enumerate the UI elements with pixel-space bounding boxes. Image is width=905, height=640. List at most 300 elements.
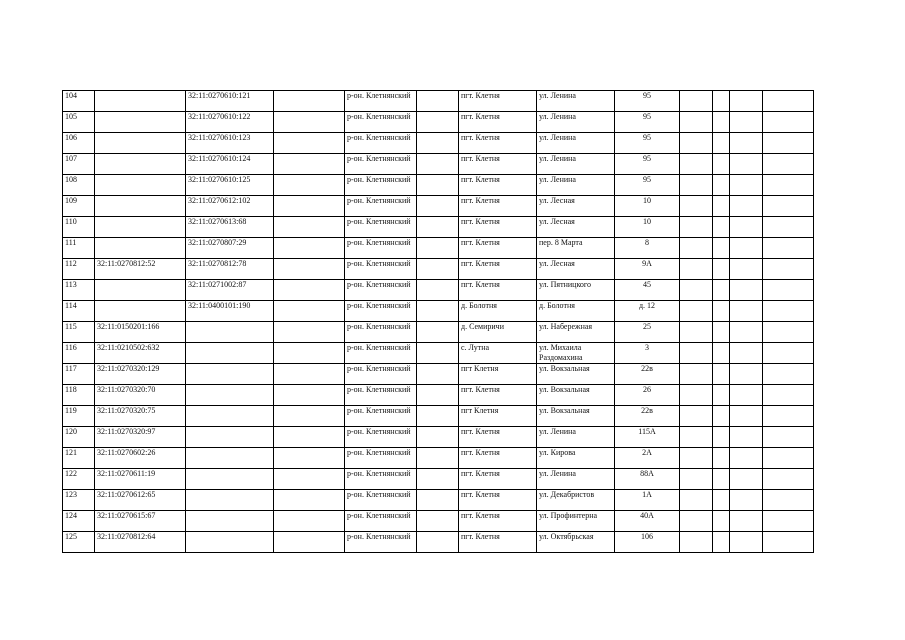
- empty-cell: [713, 448, 730, 469]
- empty-cell: [763, 322, 814, 343]
- empty-cell: [274, 448, 345, 469]
- row-number-cell: 125: [63, 532, 95, 553]
- empty-cell: [417, 175, 459, 196]
- district-cell: р-он. Клетнянский: [345, 196, 417, 217]
- row-number-cell: 113: [63, 280, 95, 301]
- district-cell: р-он. Клетнянский: [345, 532, 417, 553]
- house-number-cell: 8: [615, 238, 680, 259]
- row-number-cell: 104: [63, 91, 95, 112]
- settlement-cell: пгт. Клетня: [459, 280, 537, 301]
- street-cell: ул. Вокзальная: [537, 385, 615, 406]
- cadastral-number-cell: [95, 196, 186, 217]
- empty-cell: [274, 427, 345, 448]
- empty-cell: [680, 175, 713, 196]
- street-cell: ул. Профинтерна: [537, 511, 615, 532]
- empty-cell: [713, 511, 730, 532]
- empty-cell: [763, 133, 814, 154]
- settlement-cell: пгт. Клетня: [459, 259, 537, 280]
- empty-cell: [730, 238, 763, 259]
- empty-cell: [274, 112, 345, 133]
- cadastral-number-cell: 32:11:0270320:75: [95, 406, 186, 427]
- street-cell: ул. Лесная: [537, 196, 615, 217]
- empty-cell: [763, 301, 814, 322]
- cadastral-number-cell: 32:11:0270612:102: [186, 196, 274, 217]
- cadastral-number-cell: [186, 385, 274, 406]
- empty-cell: [730, 343, 763, 364]
- empty-cell: [417, 511, 459, 532]
- empty-cell: [713, 469, 730, 490]
- empty-cell: [713, 532, 730, 553]
- empty-cell: [680, 238, 713, 259]
- cadastral-number-cell: [95, 301, 186, 322]
- row-number-cell: 114: [63, 301, 95, 322]
- district-cell: р-он. Клетнянский: [345, 385, 417, 406]
- settlement-cell: пгт. Клетня: [459, 217, 537, 238]
- empty-cell: [274, 301, 345, 322]
- empty-cell: [274, 280, 345, 301]
- cadastral-number-cell: 32:11:0270812:78: [186, 259, 274, 280]
- empty-cell: [274, 469, 345, 490]
- empty-cell: [713, 385, 730, 406]
- empty-cell: [274, 322, 345, 343]
- settlement-cell: с. Лутна: [459, 343, 537, 364]
- empty-cell: [730, 532, 763, 553]
- table-row: [63, 301, 814, 322]
- cadastral-number-cell: [186, 322, 274, 343]
- empty-cell: [730, 259, 763, 280]
- cadastral-number-cell: 32:11:0270612:65: [95, 490, 186, 511]
- empty-cell: [730, 322, 763, 343]
- cadastral-number-cell: [95, 154, 186, 175]
- street-cell: ул. Ленина: [537, 112, 615, 133]
- empty-cell: [417, 217, 459, 238]
- district-cell: р-он. Клетнянский: [345, 91, 417, 112]
- empty-cell: [680, 448, 713, 469]
- empty-cell: [417, 112, 459, 133]
- empty-cell: [713, 301, 730, 322]
- settlement-cell: пгт. Клетня: [459, 469, 537, 490]
- table-row: [63, 259, 814, 280]
- district-cell: р-он. Клетнянский: [345, 448, 417, 469]
- empty-cell: [730, 406, 763, 427]
- cadastral-number-cell: [186, 511, 274, 532]
- empty-cell: [713, 427, 730, 448]
- district-cell: р-он. Клетнянский: [345, 322, 417, 343]
- empty-cell: [417, 532, 459, 553]
- table-row: [63, 322, 814, 343]
- cadastral-number-cell: 32:11:0270610:122: [186, 112, 274, 133]
- cadastral-number-cell: 32:11:0270611:19: [95, 469, 186, 490]
- empty-cell: [680, 280, 713, 301]
- empty-cell: [730, 511, 763, 532]
- empty-cell: [274, 532, 345, 553]
- empty-cell: [763, 343, 814, 364]
- street-cell: ул. Ленина: [537, 133, 615, 154]
- empty-cell: [713, 364, 730, 385]
- house-number-cell: 106: [615, 532, 680, 553]
- empty-cell: [417, 385, 459, 406]
- house-number-cell: 95: [615, 91, 680, 112]
- street-cell: пер. 8 Марта: [537, 238, 615, 259]
- settlement-cell: д. Семиричи: [459, 322, 537, 343]
- house-number-cell: 26: [615, 385, 680, 406]
- district-cell: р-он. Клетнянский: [345, 238, 417, 259]
- empty-cell: [417, 427, 459, 448]
- empty-cell: [763, 364, 814, 385]
- empty-cell: [417, 322, 459, 343]
- table-row: [63, 448, 814, 469]
- empty-cell: [680, 301, 713, 322]
- empty-cell: [763, 427, 814, 448]
- empty-cell: [417, 343, 459, 364]
- empty-cell: [417, 490, 459, 511]
- empty-cell: [763, 175, 814, 196]
- empty-cell: [730, 112, 763, 133]
- street-cell: ул. Ленина: [537, 175, 615, 196]
- cadastral-number-cell: [95, 280, 186, 301]
- empty-cell: [763, 280, 814, 301]
- row-number-cell: 107: [63, 154, 95, 175]
- empty-cell: [680, 217, 713, 238]
- empty-cell: [713, 406, 730, 427]
- district-cell: р-он. Клетнянский: [345, 301, 417, 322]
- empty-cell: [730, 301, 763, 322]
- row-number-cell: 115: [63, 322, 95, 343]
- row-number-cell: 121: [63, 448, 95, 469]
- house-number-cell: 88А: [615, 469, 680, 490]
- cadastral-number-cell: [186, 427, 274, 448]
- empty-cell: [763, 532, 814, 553]
- house-number-cell: 95: [615, 175, 680, 196]
- empty-cell: [763, 259, 814, 280]
- empty-cell: [763, 196, 814, 217]
- empty-cell: [417, 154, 459, 175]
- row-number-cell: 106: [63, 133, 95, 154]
- empty-cell: [730, 154, 763, 175]
- empty-cell: [730, 469, 763, 490]
- settlement-cell: пгт. Клетня: [459, 238, 537, 259]
- empty-cell: [417, 448, 459, 469]
- table-row: [63, 427, 814, 448]
- settlement-cell: пгт Клетня: [459, 406, 537, 427]
- house-number-cell: 95: [615, 154, 680, 175]
- street-cell: д. Болотня: [537, 301, 615, 322]
- street-cell: ул. Пятницкого: [537, 280, 615, 301]
- empty-cell: [274, 259, 345, 280]
- cadastral-number-cell: [95, 91, 186, 112]
- cadastral-number-cell: [95, 217, 186, 238]
- house-number-cell: д. 12: [615, 301, 680, 322]
- district-cell: р-он. Клетнянский: [345, 490, 417, 511]
- table-row: [63, 532, 814, 553]
- settlement-cell: пгт Клетня: [459, 364, 537, 385]
- empty-cell: [713, 259, 730, 280]
- row-number-cell: 105: [63, 112, 95, 133]
- table-row: [63, 154, 814, 175]
- cadastral-number-cell: [186, 343, 274, 364]
- cadastral-number-cell: 32:11:0270320:97: [95, 427, 186, 448]
- cadastral-number-cell: 32:11:0271002:87: [186, 280, 274, 301]
- empty-cell: [680, 112, 713, 133]
- empty-cell: [417, 406, 459, 427]
- house-number-cell: 95: [615, 133, 680, 154]
- street-cell: ул. Ленина: [537, 91, 615, 112]
- cadastral-number-cell: [95, 238, 186, 259]
- table-row: [63, 196, 814, 217]
- house-number-cell: 95: [615, 112, 680, 133]
- empty-cell: [274, 217, 345, 238]
- settlement-cell: пгт. Клетня: [459, 91, 537, 112]
- empty-cell: [730, 175, 763, 196]
- house-number-cell: 10: [615, 217, 680, 238]
- row-number-cell: 124: [63, 511, 95, 532]
- settlement-cell: пгт. Клетня: [459, 175, 537, 196]
- settlement-cell: д. Болотня: [459, 301, 537, 322]
- house-number-cell: 115А: [615, 427, 680, 448]
- cadastral-number-cell: 32:11:0270320:70: [95, 385, 186, 406]
- house-number-cell: 10: [615, 196, 680, 217]
- house-number-cell: 1А: [615, 490, 680, 511]
- table-row: [63, 511, 814, 532]
- empty-cell: [417, 280, 459, 301]
- street-cell: ул. Вокзальная: [537, 406, 615, 427]
- empty-cell: [713, 238, 730, 259]
- table-row: [63, 469, 814, 490]
- house-number-cell: 22в: [615, 406, 680, 427]
- empty-cell: [763, 469, 814, 490]
- street-cell: ул. Михаила Раздомахина: [537, 343, 615, 364]
- street-cell: ул. Вокзальная: [537, 364, 615, 385]
- empty-cell: [680, 490, 713, 511]
- empty-cell: [680, 406, 713, 427]
- row-number-cell: 110: [63, 217, 95, 238]
- row-number-cell: 117: [63, 364, 95, 385]
- empty-cell: [680, 133, 713, 154]
- street-cell: ул. Кирова: [537, 448, 615, 469]
- cadastral-number-cell: 32:11:0210502:632: [95, 343, 186, 364]
- empty-cell: [713, 217, 730, 238]
- settlement-cell: пгт. Клетня: [459, 196, 537, 217]
- empty-cell: [763, 91, 814, 112]
- cadastral-number-cell: 32:11:0270610:121: [186, 91, 274, 112]
- empty-cell: [680, 196, 713, 217]
- empty-cell: [730, 217, 763, 238]
- house-number-cell: 40А: [615, 511, 680, 532]
- row-number-cell: 109: [63, 196, 95, 217]
- empty-cell: [763, 511, 814, 532]
- table-row: [63, 91, 814, 112]
- table-row: [63, 175, 814, 196]
- settlement-cell: пгт. Клетня: [459, 532, 537, 553]
- empty-cell: [763, 238, 814, 259]
- empty-cell: [763, 448, 814, 469]
- settlement-cell: пгт. Клетня: [459, 427, 537, 448]
- row-number-cell: 112: [63, 259, 95, 280]
- settlement-cell: пгт. Клетня: [459, 154, 537, 175]
- empty-cell: [680, 532, 713, 553]
- district-cell: р-он. Клетнянский: [345, 175, 417, 196]
- row-number-cell: 108: [63, 175, 95, 196]
- cadastral-number-cell: [95, 112, 186, 133]
- empty-cell: [713, 280, 730, 301]
- empty-cell: [713, 175, 730, 196]
- empty-cell: [680, 343, 713, 364]
- cadastral-number-cell: 32:11:0270615:67: [95, 511, 186, 532]
- street-cell: ул. Лесная: [537, 259, 615, 280]
- district-cell: р-он. Клетнянский: [345, 259, 417, 280]
- district-cell: р-он. Клетнянский: [345, 364, 417, 385]
- empty-cell: [730, 196, 763, 217]
- empty-cell: [713, 490, 730, 511]
- empty-cell: [763, 217, 814, 238]
- cadastral-number-cell: [186, 364, 274, 385]
- settlement-cell: пгт. Клетня: [459, 385, 537, 406]
- empty-cell: [680, 364, 713, 385]
- empty-cell: [713, 133, 730, 154]
- empty-cell: [417, 469, 459, 490]
- empty-cell: [763, 490, 814, 511]
- cadastral-number-cell: [95, 175, 186, 196]
- empty-cell: [730, 280, 763, 301]
- empty-cell: [417, 238, 459, 259]
- street-cell: ул. Набережная: [537, 322, 615, 343]
- district-cell: р-он. Клетнянский: [345, 280, 417, 301]
- empty-cell: [274, 238, 345, 259]
- empty-cell: [274, 91, 345, 112]
- empty-cell: [713, 343, 730, 364]
- empty-cell: [274, 511, 345, 532]
- cadastral-number-cell: 32:11:0150201:166: [95, 322, 186, 343]
- cadastral-number-cell: [186, 532, 274, 553]
- table-row: [63, 217, 814, 238]
- settlement-cell: пгт. Клетня: [459, 448, 537, 469]
- empty-cell: [763, 112, 814, 133]
- cadastral-number-cell: 32:11:0270610:125: [186, 175, 274, 196]
- empty-cell: [713, 196, 730, 217]
- empty-cell: [680, 259, 713, 280]
- cadastral-number-cell: 32:11:0270602:26: [95, 448, 186, 469]
- street-cell: ул. Ленина: [537, 427, 615, 448]
- empty-cell: [730, 385, 763, 406]
- empty-cell: [713, 112, 730, 133]
- district-cell: р-он. Клетнянский: [345, 469, 417, 490]
- cadastral-number-cell: 32:11:0270807:29: [186, 238, 274, 259]
- table-row: [63, 280, 814, 301]
- table-row: [63, 133, 814, 154]
- cadastral-number-cell: [186, 406, 274, 427]
- row-number-cell: 111: [63, 238, 95, 259]
- street-cell: ул. Ленина: [537, 469, 615, 490]
- empty-cell: [274, 385, 345, 406]
- street-cell: ул. Лесная: [537, 217, 615, 238]
- table-row: [63, 238, 814, 259]
- settlement-cell: пгт. Клетня: [459, 511, 537, 532]
- empty-cell: [417, 133, 459, 154]
- empty-cell: [417, 91, 459, 112]
- table-row: [63, 406, 814, 427]
- empty-cell: [730, 427, 763, 448]
- district-cell: р-он. Клетнянский: [345, 343, 417, 364]
- empty-cell: [274, 343, 345, 364]
- cadastral-number-cell: [95, 133, 186, 154]
- empty-cell: [274, 154, 345, 175]
- empty-cell: [417, 364, 459, 385]
- row-number-cell: 123: [63, 490, 95, 511]
- street-cell: ул. Декабристов: [537, 490, 615, 511]
- house-number-cell: 9А: [615, 259, 680, 280]
- row-number-cell: 120: [63, 427, 95, 448]
- empty-cell: [274, 364, 345, 385]
- registry-table: [62, 90, 814, 553]
- settlement-cell: пгт. Клетня: [459, 490, 537, 511]
- empty-cell: [680, 427, 713, 448]
- district-cell: р-он. Клетнянский: [345, 427, 417, 448]
- table-row: [63, 364, 814, 385]
- empty-cell: [417, 259, 459, 280]
- empty-cell: [274, 490, 345, 511]
- cadastral-number-cell: 32:11:0400101:190: [186, 301, 274, 322]
- empty-cell: [730, 490, 763, 511]
- empty-cell: [274, 196, 345, 217]
- empty-cell: [713, 154, 730, 175]
- house-number-cell: 22в: [615, 364, 680, 385]
- empty-cell: [417, 196, 459, 217]
- house-number-cell: 25: [615, 322, 680, 343]
- empty-cell: [680, 469, 713, 490]
- cadastral-number-cell: 32:11:0270610:123: [186, 133, 274, 154]
- empty-cell: [680, 322, 713, 343]
- settlement-cell: пгт. Клетня: [459, 112, 537, 133]
- cadastral-number-cell: [186, 490, 274, 511]
- table-row: [63, 490, 814, 511]
- empty-cell: [417, 301, 459, 322]
- cadastral-number-cell: 32:11:0270613:68: [186, 217, 274, 238]
- empty-cell: [730, 448, 763, 469]
- street-cell: ул. Ленина: [537, 154, 615, 175]
- district-cell: р-он. Клетнянский: [345, 112, 417, 133]
- empty-cell: [763, 406, 814, 427]
- row-number-cell: 122: [63, 469, 95, 490]
- district-cell: р-он. Клетнянский: [345, 133, 417, 154]
- empty-cell: [763, 385, 814, 406]
- empty-cell: [730, 133, 763, 154]
- district-cell: р-он. Клетнянский: [345, 154, 417, 175]
- registry-body: [63, 91, 814, 553]
- empty-cell: [730, 91, 763, 112]
- district-cell: р-он. Клетнянский: [345, 217, 417, 238]
- cadastral-number-cell: 32:11:0270610:124: [186, 154, 274, 175]
- empty-cell: [713, 91, 730, 112]
- empty-cell: [680, 385, 713, 406]
- district-cell: р-он. Клетнянский: [345, 406, 417, 427]
- empty-cell: [680, 154, 713, 175]
- settlement-cell: пгт. Клетня: [459, 133, 537, 154]
- row-number-cell: 116: [63, 343, 95, 364]
- cadastral-number-cell: 32:11:0270320:129: [95, 364, 186, 385]
- cadastral-number-cell: 32:11:0270812:64: [95, 532, 186, 553]
- table-row: [63, 385, 814, 406]
- empty-cell: [274, 133, 345, 154]
- empty-cell: [274, 406, 345, 427]
- empty-cell: [730, 364, 763, 385]
- empty-cell: [274, 175, 345, 196]
- district-cell: р-он. Клетнянский: [345, 511, 417, 532]
- row-number-cell: 119: [63, 406, 95, 427]
- house-number-cell: 3: [615, 343, 680, 364]
- cadastral-number-cell: [186, 448, 274, 469]
- cadastral-number-cell: [186, 469, 274, 490]
- street-cell: ул. Октябрьская: [537, 532, 615, 553]
